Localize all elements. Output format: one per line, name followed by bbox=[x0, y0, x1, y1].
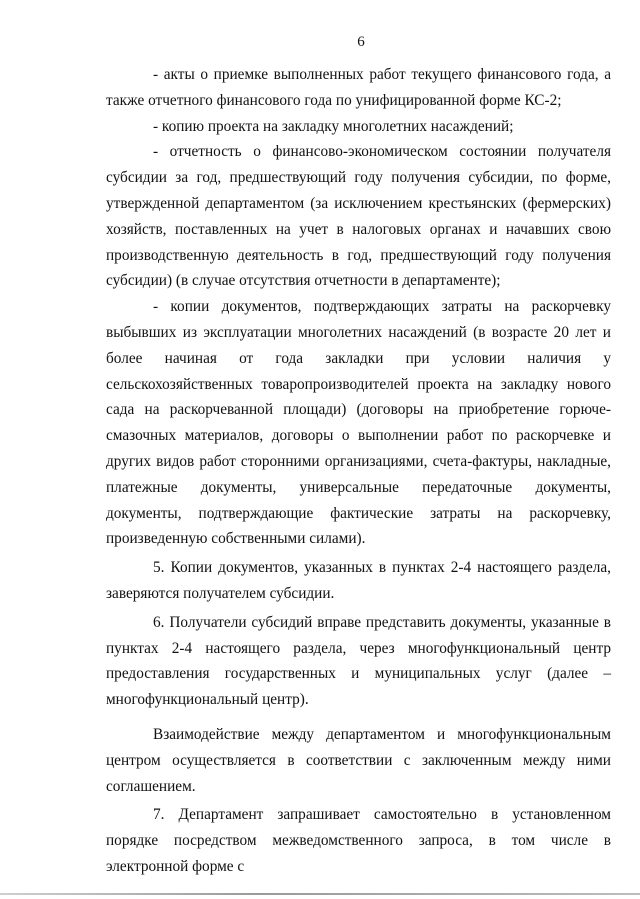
paragraph-planting-project: - копию проекта на закладку многолетних насаждений; bbox=[153, 117, 514, 135]
paragraph-financial-report: - отчетность о финансово-экономическом состоянии получателя субсидии за год, предшествующий году получения субсидии, по форме, утвержденной департаментом (за исключением крестьянских (фермерских) хозяйств, поставленных на учет в налоговых органах и начавших свою производственную деятельность в год, предшествующий году получения субсидии) (в случае отсутствия отчетности в департаменте); bbox=[106, 143, 611, 290]
scan-edge-line bbox=[0, 893, 640, 895]
paragraph-item-6: 6. Получатели субсидий вправе представить документы, указанные в пунктах 2-4 настоящего раздела, через многофункциональный центр предоставления государственных и муниципальных услуг (далее – многофункциональный центр). bbox=[106, 613, 611, 709]
page-number: 6 bbox=[357, 34, 365, 50]
paragraph-uprooting-costs: - копии документов, подтверждающих затраты на раскорчевку выбывших из эксплуатации многолетних насаждений (в возрасте 20 лет и более начиная от года закладки при условии наличия у сельскохозяйственных товаропроизводителей проекта на закладку нового сада на раскорчеванной площади) (договоры на приобретение горюче-смазочных материалов, договоры о выполнении работ по раскорчевке и других видов работ сторонними организациями, счета-фактуры, накладные, платежные документы, универсальные передаточные документы, документы, подтверждающие фактические затраты на раскорчевку, произведенную собственными силами). bbox=[106, 298, 611, 548]
paragraph-item-7: 7. Департамент запрашивает самостоятельно в установленном порядке посредством межведомственного запроса, в том числе в электронной форме с bbox=[106, 806, 611, 875]
paragraph-item-5: 5. Копии документов, указанных в пунктах 2-4 настоящего раздела, заверяются получателем субсидии. bbox=[106, 559, 611, 602]
paragraph-acts-ks2: - акты о приемке выполненных работ текущего финансового года, а также отчетного финансового года по унифицированной форме КС-2; bbox=[106, 66, 611, 109]
paragraph-interaction: Взаимодействие между департаментом и многофункциональным центром осуществляется в соответствии с заключенным между ними соглашением. bbox=[106, 725, 611, 795]
document-body bbox=[106, 62, 611, 880]
